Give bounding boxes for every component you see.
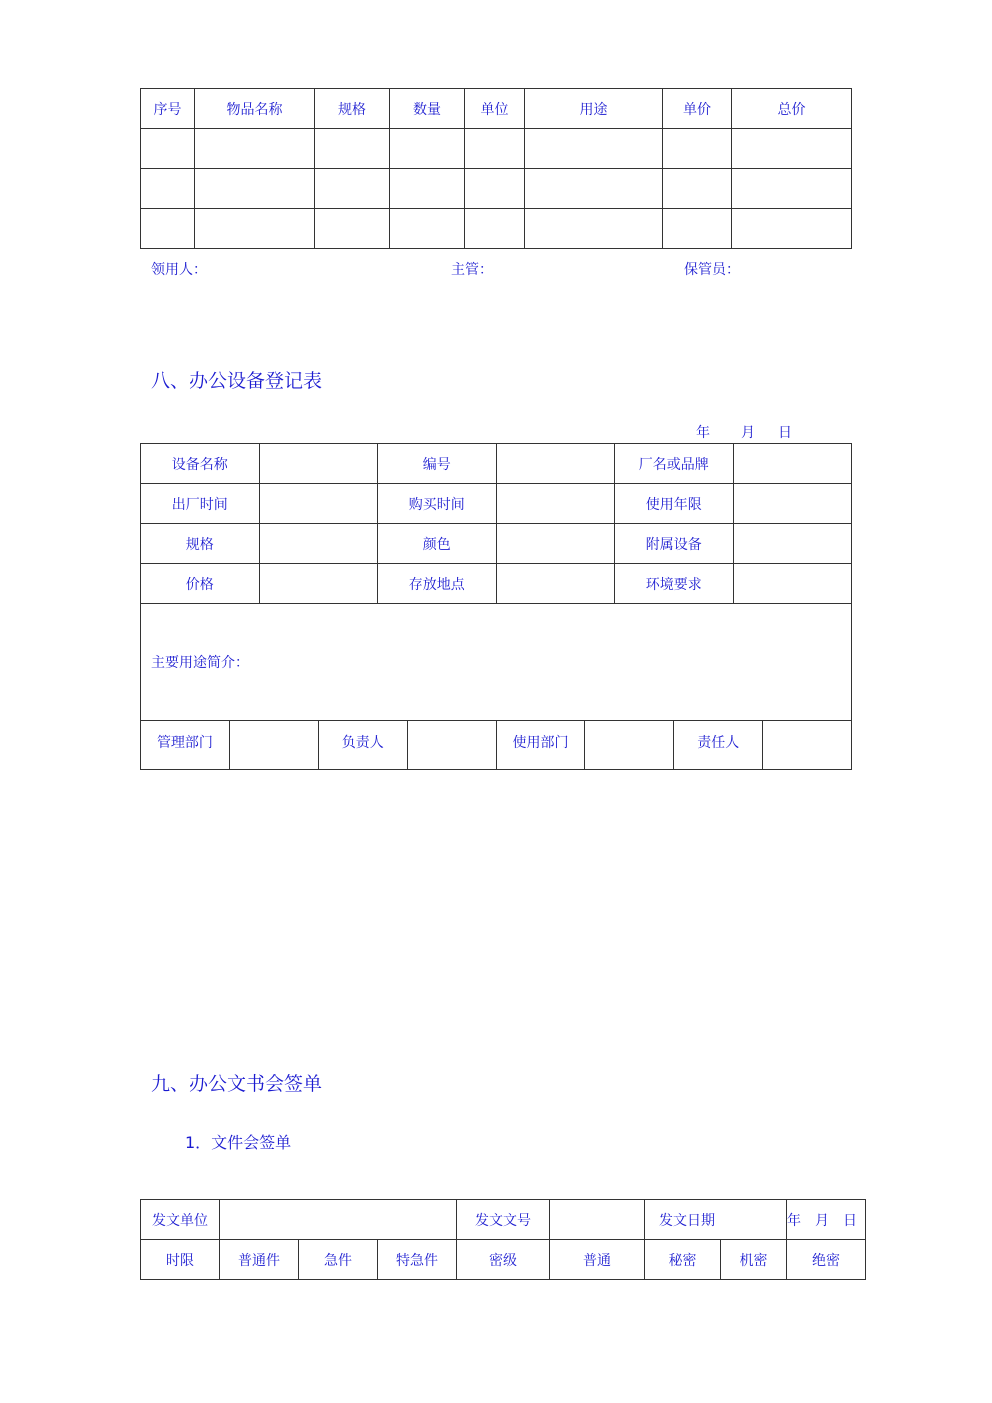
cell[interactable] <box>390 209 465 249</box>
header-spec: 规格 <box>315 89 390 129</box>
cell[interactable] <box>315 169 390 209</box>
value-purchase-date[interactable] <box>496 484 615 524</box>
option-secret[interactable]: 秘密 <box>645 1240 721 1280</box>
value-issuing-unit[interactable] <box>220 1200 457 1240</box>
cell[interactable] <box>525 169 663 209</box>
value-using-dept[interactable] <box>585 721 674 770</box>
cell[interactable] <box>141 209 195 249</box>
value-managing-dept[interactable] <box>229 721 318 770</box>
date-year: 年 <box>696 425 710 441</box>
cell[interactable] <box>732 169 852 209</box>
value-environment[interactable] <box>733 564 852 604</box>
cell[interactable] <box>195 129 315 169</box>
label-manufacturer-brand: 厂名或品牌 <box>615 444 734 484</box>
cell[interactable] <box>390 169 465 209</box>
label-document-number: 发文文号 <box>457 1200 550 1240</box>
keeper-label: 保管员： <box>684 262 740 278</box>
cell[interactable] <box>390 129 465 169</box>
value-production-date[interactable] <box>259 484 378 524</box>
value-spec[interactable] <box>259 524 378 564</box>
value-issue-date[interactable]: 年 月 日 <box>787 1200 866 1240</box>
recipient-label: 领用人： <box>151 262 207 278</box>
value-service-life[interactable] <box>733 484 852 524</box>
header-total-price: 总价 <box>732 89 852 129</box>
supervisor-label: 主管： <box>451 262 493 278</box>
table-row <box>141 169 852 209</box>
cell[interactable] <box>195 209 315 249</box>
header-index: 序号 <box>141 89 195 129</box>
label-using-dept: 使用部门 <box>496 721 585 770</box>
label-storage-location: 存放地点 <box>378 564 497 604</box>
section9-subtitle: 1．文件会签单 <box>185 1133 292 1152</box>
label-accessories: 附属设备 <box>615 524 734 564</box>
table-row <box>141 129 852 169</box>
value-price[interactable] <box>259 564 378 604</box>
section9-title: 九、办公文书会签单 <box>151 1073 323 1095</box>
cell[interactable] <box>465 169 525 209</box>
purpose-label: 主要用途简介： <box>151 655 249 671</box>
label-environment: 环境要求 <box>615 564 734 604</box>
date-month: 月 <box>741 425 755 441</box>
header-item-name: 物品名称 <box>195 89 315 129</box>
supply-table <box>140 88 852 249</box>
cell[interactable] <box>663 169 732 209</box>
label-serial-number: 编号 <box>378 444 497 484</box>
option-confidential[interactable]: 机密 <box>721 1240 787 1280</box>
cell[interactable] <box>315 209 390 249</box>
header-unit-price: 单价 <box>663 89 732 129</box>
value-serial-number[interactable] <box>496 444 615 484</box>
label-secrecy-level: 密级 <box>457 1240 550 1280</box>
value-storage-location[interactable] <box>496 564 615 604</box>
countersign-table <box>140 1199 866 1280</box>
cell[interactable] <box>465 209 525 249</box>
option-top-secret[interactable]: 绝密 <box>787 1240 866 1280</box>
label-time-limit: 时限 <box>141 1240 220 1280</box>
equipment-register-table <box>140 443 852 721</box>
cell[interactable] <box>195 169 315 209</box>
label-color: 颜色 <box>378 524 497 564</box>
label-production-date: 出厂时间 <box>141 484 260 524</box>
label-issue-date: 发文日期 <box>645 1200 787 1240</box>
value-document-number[interactable] <box>550 1200 645 1240</box>
value-device-name[interactable] <box>259 444 378 484</box>
option-extra-urgent[interactable]: 特急件 <box>378 1240 457 1280</box>
label-responsible-person: 责任人 <box>674 721 763 770</box>
equipment-footer-table <box>140 720 852 770</box>
header-quantity: 数量 <box>390 89 465 129</box>
label-device-name: 设备名称 <box>141 444 260 484</box>
cell[interactable] <box>315 129 390 169</box>
cell[interactable] <box>525 129 663 169</box>
label-price: 价格 <box>141 564 260 604</box>
value-color[interactable] <box>496 524 615 564</box>
value-responsible-person[interactable] <box>763 721 852 770</box>
label-purchase-date: 购买时间 <box>378 484 497 524</box>
header-purpose: 用途 <box>525 89 663 129</box>
cell[interactable] <box>525 209 663 249</box>
header-unit: 单位 <box>465 89 525 129</box>
label-person-in-charge: 负责人 <box>318 721 407 770</box>
value-manufacturer-brand[interactable] <box>733 444 852 484</box>
label-service-life: 使用年限 <box>615 484 734 524</box>
cell[interactable] <box>141 129 195 169</box>
option-normal-document[interactable]: 普通件 <box>220 1240 299 1280</box>
table-row <box>141 209 852 249</box>
label-issuing-unit: 发文单位 <box>141 1200 220 1240</box>
cell[interactable] <box>732 209 852 249</box>
section8-title: 八、办公设备登记表 <box>151 370 323 392</box>
value-accessories[interactable] <box>733 524 852 564</box>
label-spec: 规格 <box>141 524 260 564</box>
label-managing-dept: 管理部门 <box>141 721 230 770</box>
option-urgent[interactable]: 急件 <box>299 1240 378 1280</box>
cell[interactable] <box>663 209 732 249</box>
cell[interactable] <box>141 169 195 209</box>
cell[interactable] <box>663 129 732 169</box>
purpose-cell[interactable] <box>141 604 852 721</box>
date-day: 日 <box>778 425 792 441</box>
option-ordinary[interactable]: 普通 <box>550 1240 645 1280</box>
cell[interactable] <box>465 129 525 169</box>
value-person-in-charge[interactable] <box>407 721 496 770</box>
cell[interactable] <box>732 129 852 169</box>
